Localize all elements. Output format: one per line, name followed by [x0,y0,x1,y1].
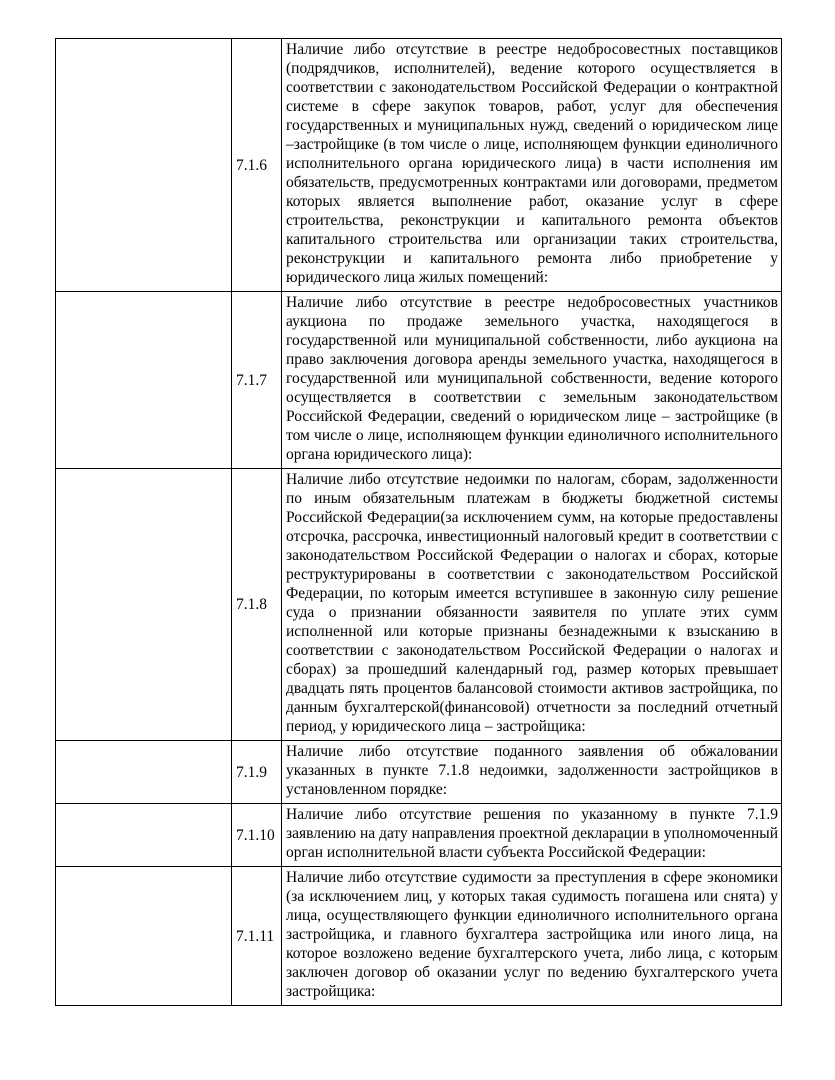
empty-cell [56,39,232,292]
item-text-cell: Наличие либо отсутствие в реестре недобросовестных участников аукциона по продаже земельного участка, находящегося в государственной или муниципальной собственности, либо аукциона на право заключения договора аренды земельного участка, находящегося в государственной или муниципальной собственности, ведение которого осуществляется в соответствии с земельным законодательством Российской Федерации, сведений о юридическом лице – застройщике (в том числе о лице, исполняющем функции единоличного исполнительного органа юридического лица): [282,292,782,469]
empty-cell [56,804,232,867]
item-number-cell: 7.1.11 [232,867,282,1006]
empty-cell [56,292,232,469]
item-text-cell: Наличие либо отсутствие поданного заявления об обжаловании указанных в пункте 7.1.8 недоимки, задолженности застройщиков в установленном порядке: [282,741,782,804]
empty-cell [56,469,232,741]
item-text-cell: Наличие либо отсутствие недоимки по налогам, сборам, задолженности по иным обязательным платежам в бюджеты бюджетной системы Российской Федерации(за исключением сумм, на которые предоставлены отсрочка, рассрочка, инвестиционный налоговый кредит в соответствии с законодательством Российской Федерации о налогах и сборах, которые реструктурированы в соответствии с законодательством Российской Федерации, по которым имеется вступившее в законную силу решение суда о признании обязанности заявителя по уплате этих сумм исполненной или которые признаны безнадежными к взысканию в соответствии с законодательством Российской Федерации о налогах и сборах) за прошедший календарный год, размер которых превышает двадцать пять процентов балансовой стоимости активов застройщика, по данным бухгалтерской(финансовой) отчетности за последний отчетный период, у юридического лица – застройщика: [282,469,782,741]
item-number-cell: 7.1.10 [232,804,282,867]
item-number-cell: 7.1.9 [232,741,282,804]
empty-cell [56,741,232,804]
item-text-cell: Наличие либо отсутствие решения по указанному в пункте 7.1.9 заявлению на дату направления проектной декларации в уполномоченный орган исполнительной власти субъекта Российской Федерации: [282,804,782,867]
item-number-cell: 7.1.6 [232,39,282,292]
table-row [56,469,782,741]
item-text-cell: Наличие либо отсутствие в реестре недобросовестных поставщиков (подрядчиков, исполнителей), ведение которого осуществляется в соответствии с законодательством Российской Федерации о контрактной системе в сфере закупок товаров, работ, услуг для обеспечения государственных и муниципальных нужд, сведений о юридическом лице –застройщике (в том числе о лице, исполняющем функции единоличного исполнительного органа юридического лица) в части исполнения им обязательств, предусмотренных контрактами или договорами, предметом которых является выполнение работ, оказание услуг в сфере строительства, реконструкции и капитального ремонта объектов капитального строительства или организации таких строительства, реконструкции и капитального ремонта либо приобретение у юридического лица жилых помещений: [282,39,782,292]
table-row [56,39,782,292]
table-row [56,867,782,1006]
table-row [56,741,782,804]
empty-cell [56,867,232,1006]
item-number-cell: 7.1.7 [232,292,282,469]
table-row [56,292,782,469]
declaration-table [55,38,782,1006]
item-number-cell: 7.1.8 [232,469,282,741]
table-row [56,804,782,867]
item-text-cell: Наличие либо отсутствие судимости за преступления в сфере экономики (за исключением лиц, у которых такая судимость погашена или снята) у лица, осуществляющего функции единоличного исполнительного органа застройщика, и главного бухгалтера застройщика или иного лица, на которое возложено ведение бухгалтерского учета, либо лица, с которым заключен договор об оказании услуг по ведению бухгалтерского учета застройщика: [282,867,782,1006]
